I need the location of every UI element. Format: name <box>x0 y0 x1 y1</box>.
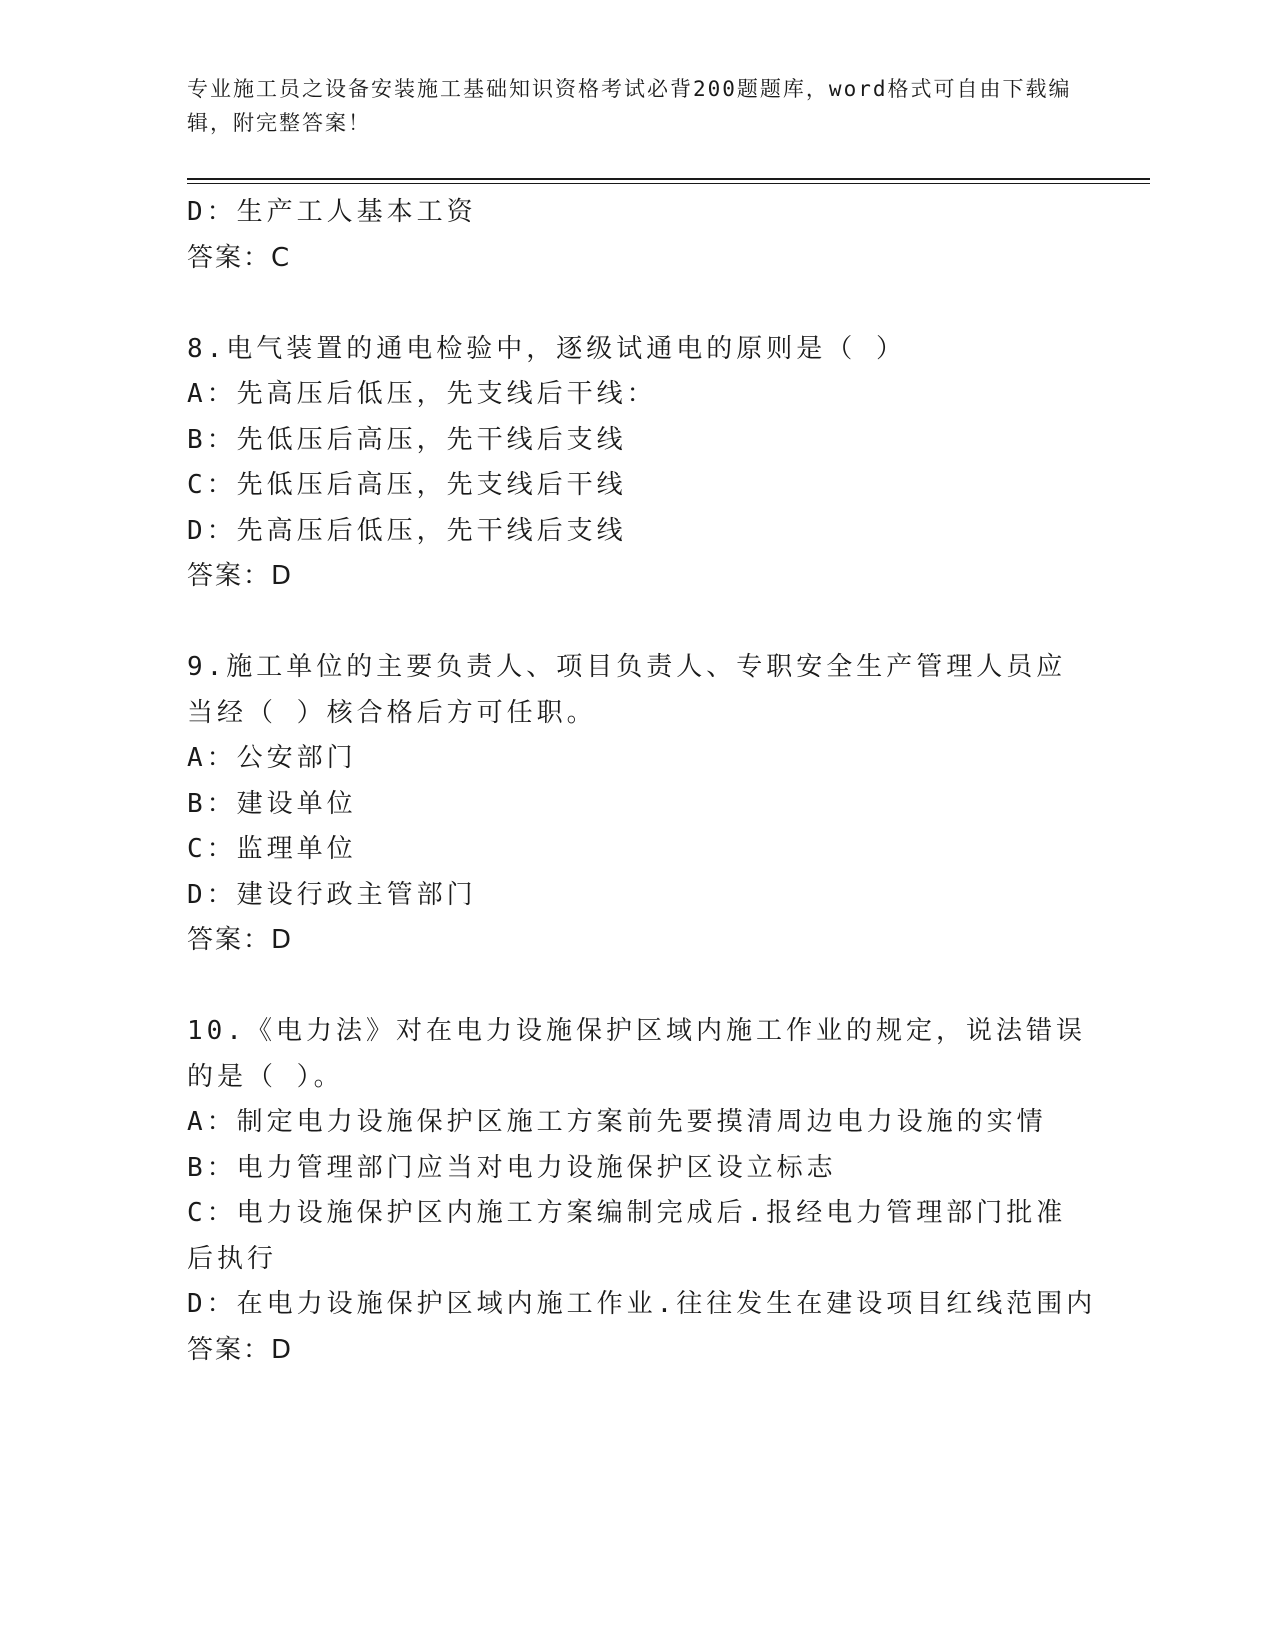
header-title: 专业施工员之设备安装施工基础知识资格考试必背200题题库，word格式可自由下载编辑，附完整答案！ <box>187 77 1072 135</box>
answer-line: 答案：C <box>187 242 292 273</box>
header-divider-thin <box>187 183 1150 184</box>
option-d: D：生产工人基本工资 <box>187 197 477 227</box>
option-b: B：建设单位 <box>187 788 357 819</box>
option-c: C：电力设施保护区内施工方案编制完成后.报经电力管理部门批准后执行 <box>187 1198 1067 1274</box>
option-a: A：先高压后低压，先支线后干线： <box>187 379 657 409</box>
question-stem: 8.电气装置的通电检验中，逐级试通电的原则是（ ） <box>187 333 906 364</box>
answer-line: 答案：D <box>187 1334 294 1365</box>
question-stem: 9.施工单位的主要负责人、项目负责人、专职安全生产管理人员应当经（ ）核合格后方可任职。 <box>187 652 1067 728</box>
option-b: B：电力管理部门应当对电力设施保护区设立标志 <box>187 1152 837 1183</box>
header-divider-thick <box>187 178 1150 180</box>
document-header <box>187 72 1087 140</box>
spacer <box>187 964 1087 1010</box>
option-a: A：制定电力设施保护区施工方案前先要摸清周边电力设施的实情 <box>187 1107 1047 1137</box>
option-c: C：先低压后高压，先支线后干线 <box>187 470 627 500</box>
option-b: B：先低压后高压，先干线后支线 <box>187 424 627 455</box>
option-d: D：先高压后低压，先干线后支线 <box>187 515 627 546</box>
question-stem: 10.《电力法》对在电力设施保护区域内施工作业的规定，说法错误的是（ ）。 <box>187 1016 1086 1092</box>
spacer <box>187 600 1087 646</box>
option-c: C：监理单位 <box>187 834 357 864</box>
question-9 <box>187 645 1087 964</box>
question-list <box>187 190 1097 1373</box>
answer-line: 答案：D <box>187 561 294 591</box>
option-d: D：在电力设施保护区域内施工作业.往往发生在建设项目红线范围内 <box>187 1289 1097 1319</box>
spacer <box>187 281 1087 327</box>
answer-line: 答案：D <box>187 925 294 955</box>
option-d: D：建设行政主管部门 <box>187 879 477 910</box>
question-10 <box>187 1009 1097 1373</box>
option-a: A：公安部门 <box>187 743 357 773</box>
question-8 <box>187 327 1087 600</box>
question-7-tail <box>187 190 1087 281</box>
